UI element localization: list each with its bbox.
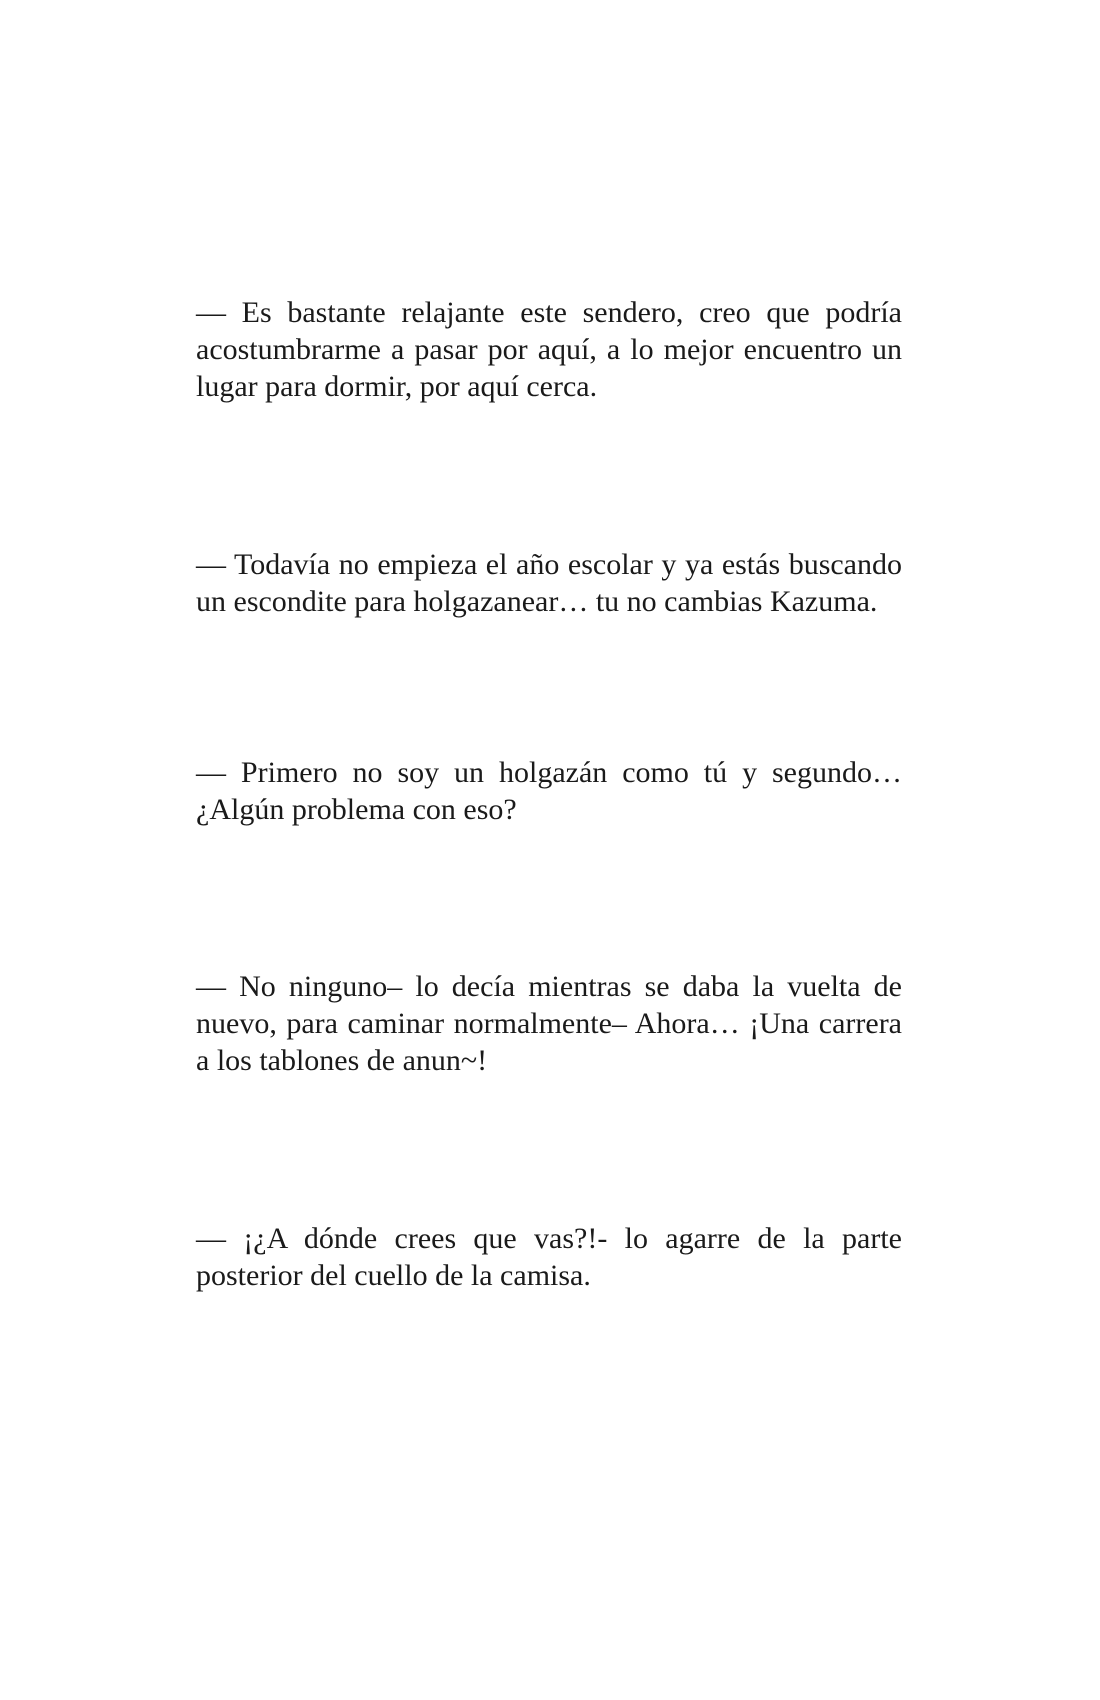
dialogue-paragraph-3: — Primero no soy un holgazán como tú y segundo… ¿Algún problema con eso? xyxy=(196,756,902,826)
dialogue-paragraph-4: — No ninguno– lo decía mientras se daba la vuelta de nuevo, para caminar normalmente– Ahora… ¡Una carrera a los tablones de anun~! xyxy=(196,970,902,1077)
dialogue-paragraph-2: — Todavía no empieza el año escolar y ya estás buscando un escondite para holgazanear… tu no cambias Kazuma. xyxy=(196,548,902,618)
dialogue-paragraph-1: — Es bastante relajante este sendero, creo que podría acostumbrarme a pasar por aquí, a lo mejor encuentro un lugar para dormir, por aquí cerca. xyxy=(196,296,902,403)
dialogue-paragraph-5: — ¡¿A dónde crees que vas?!- lo agarre de la parte posterior del cuello de la camisa. xyxy=(196,1222,902,1292)
